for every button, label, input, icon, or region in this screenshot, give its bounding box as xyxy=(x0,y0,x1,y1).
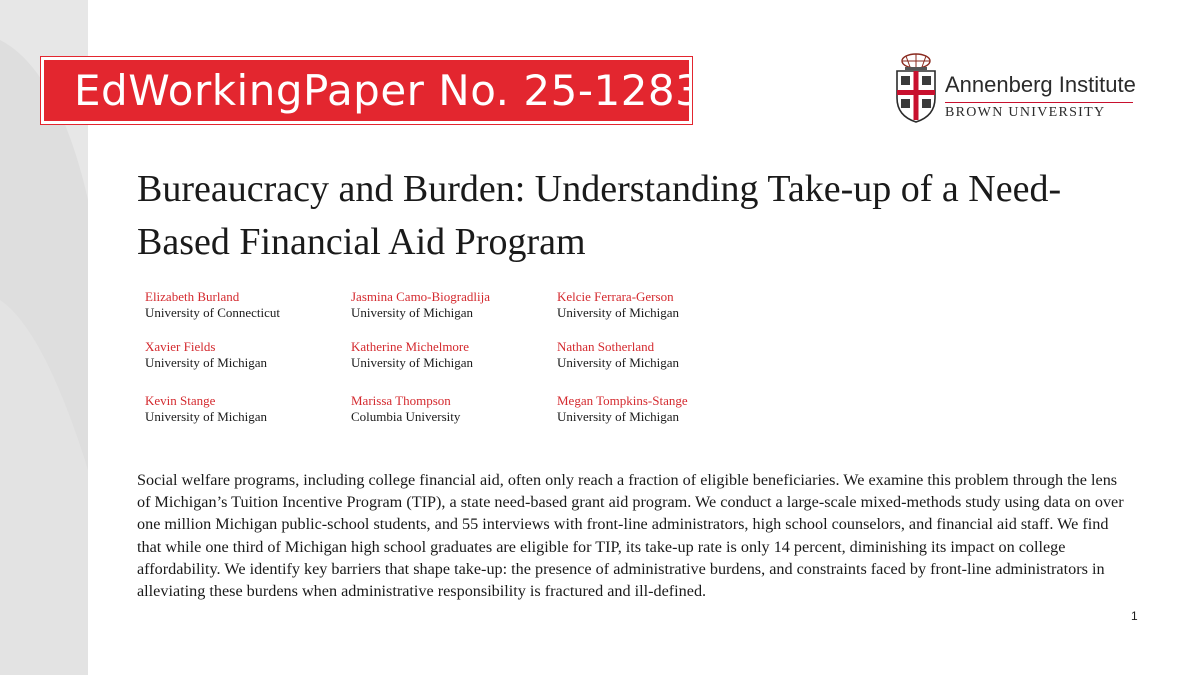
author-name: Nathan Sotherland xyxy=(557,339,655,354)
author-entry xyxy=(351,393,557,433)
author-entry xyxy=(145,339,351,393)
working-paper-number: EdWorkingPaper No. 25-1283 xyxy=(74,66,703,115)
author-list xyxy=(145,289,745,433)
author-name: Marissa Thompson xyxy=(351,393,451,408)
author-name: Kevin Stange xyxy=(145,393,216,408)
author-name: Elizabeth Burland xyxy=(145,289,240,304)
author-affiliation: University of Michigan xyxy=(557,355,680,370)
author-entry xyxy=(351,339,557,393)
author-name: Xavier Fields xyxy=(145,339,216,354)
logo-divider xyxy=(945,102,1133,103)
author-entry xyxy=(145,393,351,433)
author-affiliation: University of Michigan xyxy=(351,355,474,370)
author-affiliation: University of Michigan xyxy=(557,305,680,320)
paper-title: Bureaucracy and Burden: Understanding Take-up of a Need-Based Financial Aid Program xyxy=(137,168,1062,263)
author-affiliation: University of Michigan xyxy=(145,355,268,370)
author-entry xyxy=(145,289,351,339)
author-affiliation: University of Connecticut xyxy=(145,305,281,320)
author-affiliation: University of Michigan xyxy=(351,305,474,320)
institute-name: Annenberg Institute xyxy=(945,72,1136,97)
author-name: Jasmina Camo-Biogradlija xyxy=(351,289,491,304)
author-entry xyxy=(557,289,745,339)
abstract-text: Social welfare programs, including college financial aid, often only reach a fraction of eligible beneficiaries. We examine this problem through the lens of Michigan’s Tuition Incentive Program (TIP), a state need-based grant aid program. We conduct a large-scale mixed-methods study using data on over one million Michigan public-school students, and 55 interviews with front-line administrators, high school counselors, and financial aid staff. We find that while one third of Michigan high school graduates are eligible for TIP, its take-up rate is only 14 percent, diminishing its impact on college affordability. We identify key barriers that shape take-up: the presence of administrative burdens, and constraints faced by front-line administrators in alleviating these burdens when administrative responsibility is fractured and ill-defined. xyxy=(137,471,1124,601)
page-number: 1 xyxy=(1131,609,1138,623)
brown-shield-icon xyxy=(893,52,939,124)
author-entry xyxy=(557,339,745,393)
working-paper-banner xyxy=(41,57,703,124)
author-name: Kelcie Ferrara-Gerson xyxy=(557,289,674,304)
university-name: BROWN UNIVERSITY xyxy=(945,105,1106,120)
author-affiliation: University of Michigan xyxy=(557,409,680,424)
author-affiliation: University of Michigan xyxy=(145,409,268,424)
author-name: Katherine Michelmore xyxy=(351,339,470,354)
author-affiliation: Columbia University xyxy=(351,409,461,424)
annenberg-logo xyxy=(893,52,1143,124)
author-entry xyxy=(557,393,745,433)
author-name: Megan Tompkins-Stange xyxy=(557,393,688,408)
author-entry xyxy=(351,289,557,339)
